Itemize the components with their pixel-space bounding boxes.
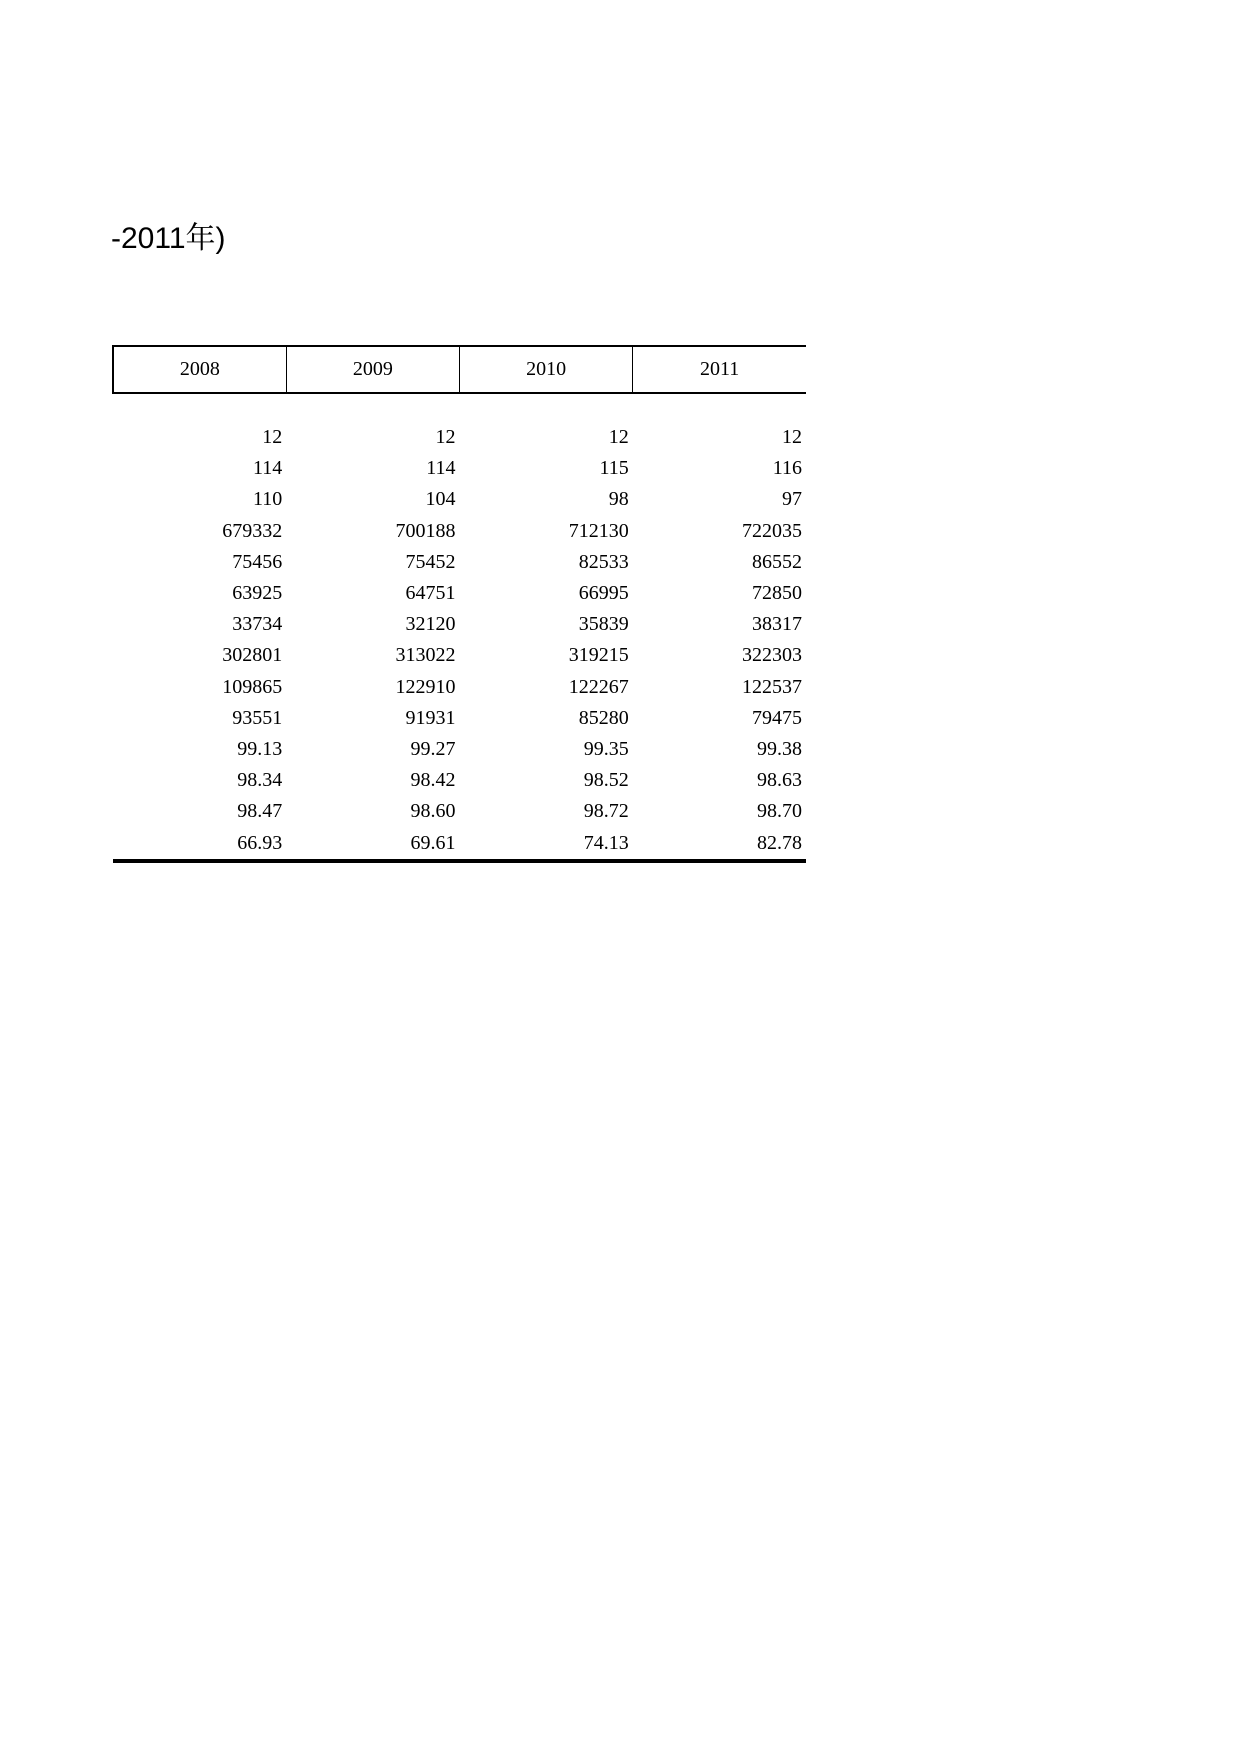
table-row <box>113 827 806 860</box>
table-cell: 32120 <box>405 613 456 636</box>
table-cell: 109865 <box>222 675 283 698</box>
table-cell: 712130 <box>568 519 629 542</box>
table-cell: 86552 <box>752 550 802 573</box>
table-cell: 99.13 <box>237 737 283 760</box>
table-cell: 66995 <box>578 582 629 605</box>
table-row <box>113 640 806 671</box>
table-cell: 99.38 <box>757 737 802 760</box>
table-cell: 98.72 <box>583 800 629 823</box>
table-row <box>113 422 806 453</box>
table-row <box>113 578 806 609</box>
table-cell: 69.61 <box>286 827 459 860</box>
table-cell: 322303 <box>742 644 802 667</box>
header-row <box>113 346 806 393</box>
column-header-2011: 2011 <box>633 346 806 393</box>
table-row <box>113 516 806 547</box>
table-header <box>113 346 806 393</box>
table-row <box>113 796 806 827</box>
table-row <box>113 609 806 640</box>
data-table <box>112 345 806 863</box>
table-cell: 700188 <box>395 519 456 542</box>
table-cell: 679332 <box>222 519 283 542</box>
table-cell: 98.42 <box>410 769 456 792</box>
table-cell: 63925 <box>232 582 283 605</box>
table-cell: 75456 <box>232 550 283 573</box>
table-cell: 12 <box>608 426 629 449</box>
table-row <box>113 734 806 765</box>
table-cell: 110 <box>252 488 283 511</box>
table-cell: 319215 <box>568 644 629 667</box>
page-title: -2011年) <box>111 222 226 255</box>
table-body <box>113 393 806 861</box>
table-cell: 98.60 <box>410 800 456 823</box>
table-cell: 122537 <box>742 675 802 698</box>
table-cell: 85280 <box>578 706 629 729</box>
table-cell: 313022 <box>395 644 456 667</box>
table-cell: 98.63 <box>757 769 802 792</box>
table-cell: 98.34 <box>237 769 283 792</box>
spacer-row <box>113 393 806 422</box>
table-cell: 122267 <box>568 675 629 698</box>
table-cell: 33734 <box>232 613 283 636</box>
table-cell: 93551 <box>232 706 283 729</box>
table-cell: 99.27 <box>410 737 456 760</box>
table-row <box>113 484 806 515</box>
table-cell: 38317 <box>752 613 802 636</box>
column-header-2010: 2010 <box>460 346 633 393</box>
table-cell: 12 <box>782 426 802 449</box>
table-row <box>113 547 806 578</box>
table-cell: 98.52 <box>583 769 629 792</box>
table-cell: 91931 <box>405 706 456 729</box>
table-cell: 722035 <box>742 519 802 542</box>
table-cell: 74.13 <box>460 827 633 860</box>
table-cell: 12 <box>262 426 283 449</box>
table-row <box>113 672 806 703</box>
table-row <box>113 453 806 484</box>
table-cell: 114 <box>252 457 283 480</box>
column-header-2008: 2008 <box>113 346 286 393</box>
table-cell: 35839 <box>578 613 629 636</box>
column-header-2009: 2009 <box>286 346 459 393</box>
table-row <box>113 703 806 734</box>
table-cell: 98.47 <box>237 800 283 823</box>
table-cell: 72850 <box>752 582 802 605</box>
table-cell: 122910 <box>395 675 456 698</box>
table-cell: 104 <box>425 488 456 511</box>
table-cell: 75452 <box>405 550 456 573</box>
table-cell: 98 <box>608 488 629 511</box>
table-cell: 79475 <box>752 706 802 729</box>
table-cell: 97 <box>782 488 802 511</box>
table-cell: 64751 <box>405 582 456 605</box>
table-cell: 114 <box>426 457 456 480</box>
table-cell: 98.70 <box>757 800 802 823</box>
table-cell: 66.93 <box>113 827 286 860</box>
table-cell: 82.78 <box>633 827 806 860</box>
spacer-cell <box>113 393 806 422</box>
table-row <box>113 765 806 796</box>
table-cell: 82533 <box>578 550 629 573</box>
table-cell: 116 <box>772 457 802 480</box>
table-cell: 12 <box>435 426 456 449</box>
table-cell: 115 <box>599 457 629 480</box>
table-cell: 302801 <box>222 644 283 667</box>
table-cell: 99.35 <box>583 737 629 760</box>
